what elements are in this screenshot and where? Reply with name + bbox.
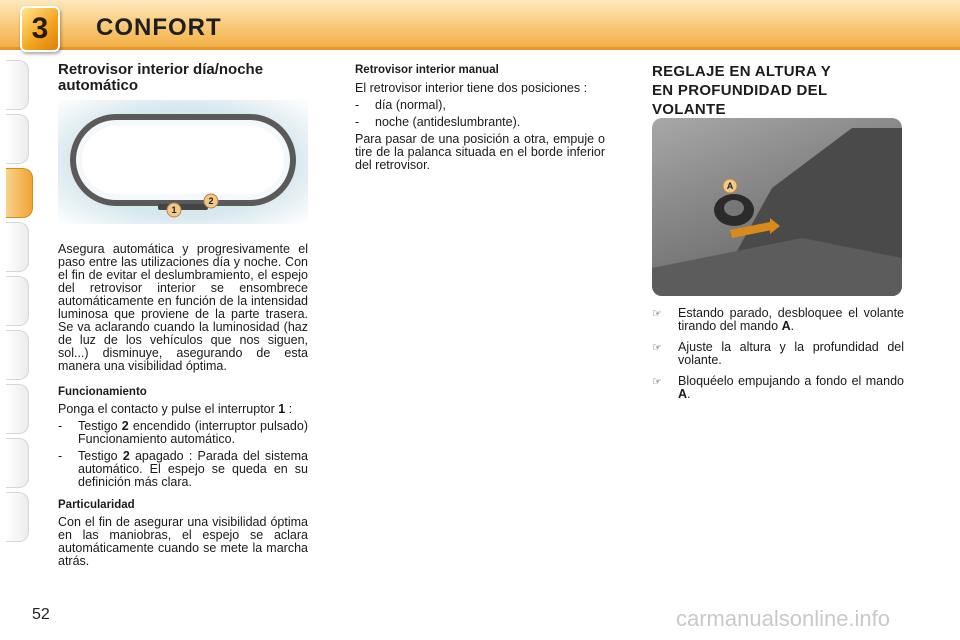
auto-mirror-intro: Asegura automática y progresivamente el paso entre las utilizaciones día y noche. Con el fin de evitar el deslumbramiento, el espejo del retrovisor interior se ensombrece automáticamente en función de la intensidad luminosa que proviene de la parte trasera. Se va aclarando cuando la luminosidad (haz de luz de los vehículos que nos siguen, sol...) disminuye, asegurando de esta manera una visibilidad óptima. bbox=[58, 242, 308, 373]
middle-column bbox=[355, 64, 605, 172]
page-number: 52 bbox=[32, 606, 50, 623]
chapter-tab[interactable] bbox=[6, 114, 29, 164]
hand-pointer-icon: ☞ bbox=[652, 308, 662, 320]
func-list-item: - Testigo 2 encendido (interruptor pulsado) Funcionamiento automático. bbox=[58, 419, 308, 446]
chapter-tab[interactable] bbox=[6, 330, 29, 380]
left-column-body bbox=[58, 243, 308, 568]
chapter-tab-active[interactable] bbox=[6, 168, 33, 218]
steering-column-drawing bbox=[652, 118, 902, 296]
callout-2: 2 bbox=[208, 196, 214, 206]
mirror-illustration bbox=[58, 100, 308, 224]
right-column-body bbox=[652, 307, 904, 401]
position-list-item: - noche (antideslumbrante). bbox=[355, 115, 521, 129]
chapter-tab[interactable] bbox=[6, 438, 29, 488]
callout-1: 1 bbox=[171, 205, 177, 215]
section-heading-manual-mirror: Retrovisor interior manual bbox=[355, 64, 499, 76]
chapter-tabs bbox=[0, 60, 32, 570]
right-column bbox=[652, 62, 904, 119]
steering-step: ☞ Estando parado, desbloquee el volante tirando del mando A. bbox=[652, 306, 904, 333]
watermark-text: carmanualsonline.info bbox=[676, 606, 891, 631]
chapter-tab[interactable] bbox=[6, 60, 29, 110]
particularidad-text: Con el fin de asegurar una visibilidad óptima en las maniobras, el espejo se aclara automáticamente cuando se mete la marcha atrás. bbox=[58, 515, 308, 568]
manual-mirror-intro: El retrovisor interior tiene dos posiciones : bbox=[355, 81, 588, 95]
chapter-tab[interactable] bbox=[6, 384, 29, 434]
chapter-title: CONFORT bbox=[96, 14, 222, 41]
steering-column-illustration bbox=[652, 118, 902, 296]
subheading-particularidad: Particularidad bbox=[58, 499, 135, 511]
subheading-funcionamiento: Funcionamiento bbox=[58, 386, 147, 398]
hand-pointer-icon: ☞ bbox=[652, 342, 662, 354]
rearview-mirror-drawing bbox=[58, 100, 308, 224]
steering-step: ☞ Ajuste la altura y la profundidad del volante. bbox=[652, 340, 904, 367]
callout-a: A bbox=[726, 181, 734, 191]
chapter-tab[interactable] bbox=[6, 222, 29, 272]
chapter-number-badge: 3 bbox=[20, 6, 60, 52]
manual-mirror-paragraph: Para pasar de una posición a otra, empuje o tire de la palanca situada en el borde inferior del retrovisor. bbox=[355, 132, 605, 172]
func-list-item: - Testigo 2 apagado : Parada del sistema automático. El espejo se queda en su definición más clara. bbox=[58, 449, 308, 489]
section-heading-auto-mirror: Retrovisor interior día/noche automático bbox=[58, 61, 264, 94]
chapter-tab[interactable] bbox=[6, 276, 29, 326]
section-heading-steering: REGLAJE EN ALTURA Y EN PROFUNDIDAD DEL VOLANTE bbox=[652, 63, 832, 118]
hand-pointer-icon: ☞ bbox=[652, 376, 662, 388]
left-column bbox=[58, 62, 308, 94]
func-intro: Ponga el contacto y pulse el interruptor 1 : bbox=[58, 402, 293, 416]
steering-step: ☞ Bloquéelo empujando a fondo el mando A. bbox=[652, 374, 904, 401]
position-list-item: - día (normal), bbox=[355, 98, 446, 112]
chapter-tab[interactable] bbox=[6, 492, 29, 542]
